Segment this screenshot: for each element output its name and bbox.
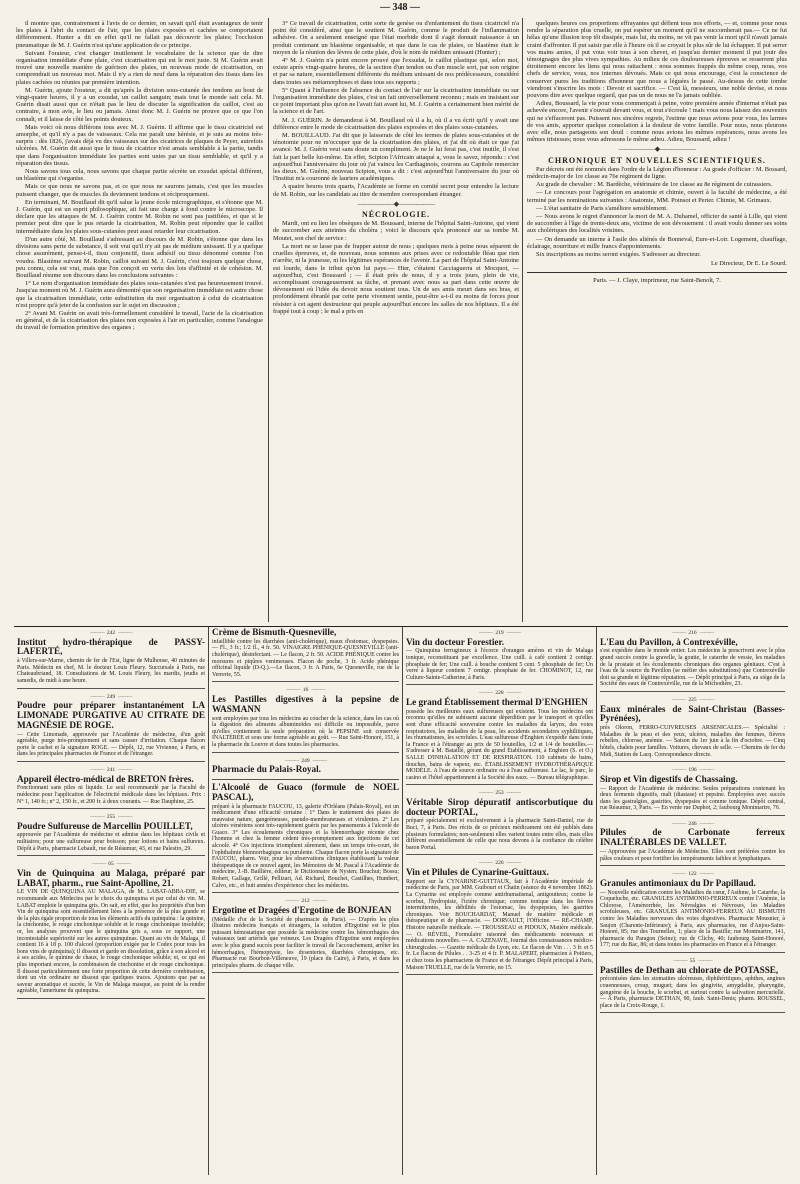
ad-number: ——— 219 ——— (406, 630, 593, 637)
advertisement (600, 955, 785, 1013)
paragraph: 4° M. J. Guérin n'a point encore prouvé que l'exsudat, le caillot plastique qui, selon moi, existe après vingt-quatre heures, de la section d'un tendon ou d'un muscle sort, par son origine et par sa nature, essentiellement différente du médium unissant de nos prédécesseurs, considéré dans toutes ses métamorphoses et dans tous ses rapports ; (273, 57, 519, 86)
advertisement (17, 858, 205, 999)
ad-column-3 (402, 627, 596, 1175)
paragraph: Six inscriptions au moins seront exigées. S'adresser au directeur. (536, 251, 701, 259)
ad-number: ——— 196 ——— (600, 767, 785, 774)
ad-number: ——— 249 ——— (17, 694, 205, 701)
paragraph: M. BOUILLAUD. J'ai dit que je laisserais de côté les termes de plaies sous-cutanées et de ténotomie pour ne m'occuper que de la cicatrisation des plaies, et j'ai dit où était ce que j'ai avancé. M. J. Guérin veut sans doute un compliment. Je ne le lui ferai pas, c'est inutile, il s'est fait la part belle lui-même. En effet, Scipion l'Africain attaqué a, vous le savez, répondu : c'est aujourd'hui l'anniversaire du jour où j'ai vaincu les Carthaginois, courons au Capitole remercier les dieux. M. Guérin, nouveau Scipion, vous a dit : c'est aujourd'hui l'anniversaire du jour où l'Institut m'a couronné de lauriers académiques. (273, 132, 519, 183)
ad-column-1 (14, 627, 208, 1175)
advertisements-section (14, 626, 788, 1178)
advertisement (212, 895, 399, 973)
paragraph: M. J. GUÉRIN. Je demanderai à M. Bouillaud où il a lu, où il a vu écrit qu'il y avait une différence entre le mode de cicatrisation des plaies exposées et des plaies sous-cutanées. (273, 116, 519, 131)
article-column-2 (273, 20, 519, 614)
advertisement (17, 691, 205, 762)
ad-number: ——— 246 ——— (600, 821, 785, 828)
ad-number: ——— 253 ——— (406, 790, 593, 797)
ad-title: Ergotine et Dragées d'Ergotine de BONJEAN (212, 904, 392, 915)
ad-title: Vin de Quinquina au Malaga, préparé par LABAT, pharm., rue Saint-Apolline, 21. (17, 867, 205, 888)
paragraph: Mais voici où nous différons tous avec M. J. Guérin. Il affirme que le tissu cicatriciel est amorphe, et qu'il n'y a pas de vaisseaux. Cela me paraît une hérésie, et je suis au moins très-surpris : dès 1826, j'avais déjà vu des vaisseaux sur des cicatrices de plaques de Peyer, autrefois ulcérées. M. Guérin dit aussi que le tissu de cicatrice n'est amais semblable à la partie, tandis que dans l'organisation immédiate les parties sont unies par un tissu semblable, et qu'il y a réparation des tissus. (16, 123, 263, 167)
ad-number: ——— 212 ——— (212, 898, 399, 905)
column-divider (522, 18, 523, 622)
ad-title: Pharmacie du Palais-Royal. (212, 764, 321, 775)
ad-title: Le grand Établissement thermal D'ENGHIEN (406, 696, 588, 707)
paragraph: Nous savons tous cela, nous savons que chaque partie sécrète un exsudat spécial différent, un blastème qui s'organise. (16, 168, 263, 183)
ornament-divider: ——————◆—————— (618, 145, 696, 154)
paragraph: — On demande un interne à l'asile des aliénés de Bonneval, Eure-et-Loir. Logement, chauffage, éclairage, nourriture et mille francs d'appointements. (527, 235, 787, 250)
ad-title: Pilules de Carbonate ferreux INALTÉRABLES DE VALLET. (600, 827, 785, 848)
ad-title: Poudre Sulfureuse de Marcellin POUILLET, (17, 820, 193, 831)
advertisement (212, 627, 399, 682)
paragraph: — L'état sanitaire de Paris s'améliore sensiblement. (536, 204, 668, 212)
ad-title: Véritable Sirop dépuratif antiscorbutique du docteur PORTAL, (406, 796, 593, 817)
paragraph: M. Guérin, ajoute l'orateur, a dit qu'après la division sous-cutanée des tendons au bout de vingt-quatre heures, il y a un exsudat, un caillot sanguin; mais tout le monde sait cela. M. Guérin disait aussi que ce n'était pas le lieu de discuter la signification du caillot, c'est au contraire, à mon avis, le lieu ou jamais. Ainsi donc M. J. Guérin ne prouve que ce que l'on connaît, et il laisse de côté les points douteux. (16, 86, 263, 123)
column-divider (268, 18, 269, 622)
advertisement (212, 755, 399, 780)
ad-body: — Approuvées par l'Académie de Médecine. Elles sont préférées contre les pâles couleurs et pour fortifier les tempéraments faibles et lymphatiques. (600, 849, 785, 862)
advertisement (600, 627, 785, 692)
paragraph: La mort ne se lasse pas de frapper autour de nous ; quelques mois à peine nous séparent de cruelles épreuves, et, de nouveau, nous sommes aux prises avec ce redoutable fléau que rien n'arrête, ni la jeunesse, ni les légitimes espérances de l'avenir. La part de l'hôpital Saint-Antoine est lourde, dans le tribut qu'on lui paye.— Hier, c'étaient Cacciaguerra et Mocquot, — aujourd'hui, c'est Boussard ; — il était près de nous, il y a trois jours, plein de vie, accomplissant courageusement sa tâche, et prenant avec nous sa part dans cette œuvre de dévouement où l'idée du devoir nous soutient tous. Un de ses amis meurt dans ses bras, et profondément ébranlé par cette perte vivement sentie, peut-être a-t-il eu moins de forces pour résister à cet agent destructeur qui peuple aujourd'hui encore les salles de nos hôpitaux. Il a été frappé tout à coup ; le mal a pris en (273, 242, 519, 315)
paragraph: Mardi, ont eu lieu les obsèques de M. Boussard, interne de l'hôpital Saint-Antoine, qui vient de succomber aux atteintes du choléra ; voici le discours qu'a prononcé sur sa tombe M. Moutet, son chef de service : (273, 220, 519, 242)
advertisement (600, 694, 785, 762)
advertisement (17, 627, 205, 689)
ad-body: Rapport sur la CYNARINE-GUITTAUX, fait à l'Académie impériale de médecine de Paris, par MM. Guibourt et Chatin (séance du 4 novembre 1862). La Cynarine est employée comme antirhumatismal, antigoutteux; contre le scorbut, l'hydropisie, l'ictère chronique; comme tonique dans les fièvres intermittentes, les débilités de l'estomac, les dyspepsies, les gastrites chroniques. Voir BOUCHARDAT, Manuel de matière médicale et thérapeutique et de pharmacie. — DORVAULT, l'Officine. — RÉ-CHAMP, Histoire naturelle médicale. — TROUSSEAU et PIDOUX, Matière médicale. — O. RÉVEIL, Formulaire raisonné des médicaments nouveaux et médications nouvelles. — A. CAZENAVE, Journal des connaissances médico-chirurgicales. — Gazette médicale de Lyon, etc. Le flacon de Vin . . . 3 fr. et 5 fr. Le flacon de Pilules . . 3-25 et 4 fr. P. MALAPERT, pharmacien à Poitiers, et chez tous les pharmaciens de France et de l'étranger. Dépôt principal à Paris, Maison TRUELLE, rue de la Verrerie, no 15. (406, 878, 593, 971)
advertisement (406, 857, 593, 975)
ad-title: Les Pastilles digestives à la pepsine de WASMANN (212, 693, 399, 714)
advertisement (212, 684, 399, 752)
ad-number: ——— 228 ——— (406, 690, 593, 697)
advertisement (17, 764, 205, 809)
paragraph: 2° Avant M. Guérin on avait très-formellement considéré le travail, l'acte de la cicatrisation en général, et de la cicatrisation des plaies non exposées à l'air en particulier, comme l'analogue du travail de formation primitive des organes ; (16, 309, 263, 332)
ad-body: — Quinquina ferrugineux à l'écorce d'oranges amères et vin de Malaga tonique, reconstituant par excellence. Une cuill. à café contient 2 centigr. phosphate de fer; Une cuill. à bouche contient 5 cent. 5 phosphate de fer; Un verre à liqueur contient 7 centigr. phosphate de fer. CHOMINOT, 12, rue Culture-Sainte-Catherine, à Paris. (406, 648, 593, 681)
divider (527, 272, 787, 273)
ad-body: sont employées par tous les médecins au coucher de la science, dans les cas où la digestion des aliments albuminoïdes est difficile ou impossible, parce qu'elles contiennent la seule préparation où la PEPSINE soit conservée INALTÉRÉE et sous une forme agréable au goût. — Rue Saint-Honoré, 151, à la pharmacie du Louvre et dans toutes les pharmacies. (212, 715, 399, 748)
ad-body: prés Oloron, FERRO-CUIVREUSES ARSENICALES.— Spécialité : Maladies de la peau et des yeux, ulcères, maladies des femmes, fièvres rebelles, chlorose, anémie. — Saison du 1er juin à la fin d'octobre. — Cinq hôtels, chalets pour familles. Voitures, chevaux de selle. — Chemins de fer du Midi, Station de Lacq. Correspondance directe. (600, 725, 785, 758)
ad-body: (Médaille d'or de la Société de pharmacie de Paris). — D'après les plus illustres médecins français et étrangers, la solution d'Ergotine est le plus puissant hémostatique que possède la médecine contre les hémorrhagies des vaisseaux tant artériels que veineux. Les Dragées d'Ergotine sont employées avec le plus grand succès pour faciliter le travail de l'accouchement, arrêter les hémorrhagies, l'hémoptysie, les dysenteries, diarrhées chroniques, etc. Pharmacie rue Bourbon-Villeneuve, 19 (place du Caire), à Paris, et dans les principales pharm. de chaque ville. (212, 916, 399, 969)
ad-title: Poudre pour préparer instantanément LA LIMONADE PURGATIVE AU CITRATE DE MAGNÉSIE DE ROGE. (17, 700, 205, 730)
paragraph: quelques heures ces proportions effrayantes qui défient tous nos efforts, — et, comme pour nous rendre la séparation plus cruelle, on put espérer un moment qu'il ne succomberait pas.— Ce ne fut hélas qu'une illusion trop tôt dissipée, mais lui, du moins, ne vit pas venir la mort qu'il n'avait jamais craint d'affronter. Il put saisir par elle à l'heure où il se croyait le plus sûr de lui échapper. Il put serrer vos mains amies, il put vous voir tous à son chevet, et jusqu'au dernier moment il put jouir des témoignages des plus vives sympathies. Au milieu de ces douloureuses épreuves se resserrent plus étroitement encore les liens qui nous rattachent : nous sommes frappés du même coup, nous, vos chefs de service, vous, nos internes dévoués. Mais ce qui nous encourage, c'est la conscience de conserver pures les traditions d'honneur que nous a léguées le passé. Au-dessus de cette tombe viendront s'inscrire les mots : Devoir et sacrifice. — C'est là, messieurs, une noble devise, et nous pouvons dire avec quelque orgueil, que pas un de nous ne l'a jamais oubliée. (527, 20, 787, 100)
ad-number: ——— 241 ——— (17, 767, 205, 774)
ad-body: possède les meilleures eaux sulfureuses qui existent. Tous les médecins ont reconnu qu'elles ne subissent aucune déperdition par le transport et qu'elles sont d'une efficacité souveraine contre les maladies du larynx, des voies respiratoires, les maladies de la peau, les accidents secondaires syphilitiques, les rhumatismes, les scrofules. L'eau sulfureuse d'Enghien s'expédie dans toute la France et à l'étranger au prix de 50 bouteilles, 1/2 et 1/4 de bouteilles.— S'adresser à M. Bataillé, gérant du grand Établissement, à Enghien (S. et O.) SALLE D'INHALATION ET DE RESPIRATION. 110 cabinets de bains, douches, bains de vapeur, etc. ÉTABLISSEMENT HYDROTHÉRAPIQUE MODÈLE. A l'eau de source ordinaire ou à l'eau sulfureuse. Le lac, le parc, le casino et l'hôtel appartiennent à la Société des eaux. — Bureau télégraphique. (406, 708, 593, 781)
printer-imprint: Paris. — J. Claye, imprimeur, rue Saint-Benoît, 7. (593, 276, 721, 284)
ad-number: ——— 226 ——— (406, 860, 593, 867)
ad-body: LE VIN DE QUINQUINA AU MALAGA, de M. LABAT-ABBA-DIE, se recommande aux Médecins par le choix du quinquina et par celui du vin. M. LABAT emploie le quinquina gris. On sait, en effet, que les propriétés d'un bon Vin de quinquina sont essentiellement liées à la présence de la plus grande et de la plus égale proportion de tous les éléments actifs du quinquina : la quinine, la cinchonine, le rouge cinchonique soluble et le rouge cinchonique insoluble; or, les analyses prouvent que le quinquina gris a, sous ce rapport, une incontestable supériorité sur les autres quinquinas. Quant au vin de Malaga, il contient 16 à 18 p. 100 d'alcool (proportion exigée par le Codex pour tous les bons vins de quinquina); il dissout et garde en dissolution, grâce à son alcool et à ses acides, le quinine de chaux, le rouge cinchonique soluble; et, ce qui est plus important encore, la combinaison de cinchonine et de rouge cinchonique. Il dissout particulièrement une forte proportion de cette dernière combinaison, dont un vin ordinaire ne dissout que quelques traces. Ajoutons que par sa saveur aromatique et sucrée, le Vin de Malaga masque, au point de la rendre agréable, l'amertume du quinquina. (17, 889, 205, 995)
paragraph: Par décrets ont été nommés dans l'ordre de la Légion d'honneur : Au grade d'officier : M. Bossard, médecin-major de 1re classe au 76e régiment de ligne. (527, 165, 787, 181)
paragraph: il montre que, contrairement à l'avis de ce dernier, on savait qu'il était avantageux de tenir les plaies à l'abri du contact de l'air, que les plaies exposées et cachées se comportaient différemment. Hunter a dit en effet qu'il ne fallait pas découvrir les plaies; l'occlusion pneumatique de M. J. Guérin n'est qu'une application de ce principe. (16, 20, 263, 49)
ad-body: — Nouvelle médication contre les Maladies du cœur, l'Asthme, le Catarrhe, la Coqueluche, etc. GRANULES ANTIMONIO-FERREUX contre l'Anémie, la Chlorose, l'Aménorrhée, les Névralgies et Névroses, les Maladies scrofuleuses, etc. GRANULES ANTIMONIO-FERREUX AU BISMUTH contre les Maladies nerveuses des voies digestives. Pharmacie Mousnier, à Saujon (Charente-Inférieure); à Paris, aux pharmacies, rue d'Anjou-Saint-Honoré, 85; rue des Tournelles, 1; place de la Bastille; rue Montmartre, 141, pharmacie du Paragon (Seine); rue de Clichy, 40; faubourg Saint-Honoré, 177; rue du Bac, 86; et dans toutes les pharmacies en France et à l'étranger. (600, 889, 785, 949)
ad-title: Eaux minérales de Saint-Christau (Basses-Pyrénées), (600, 703, 785, 724)
article-column-3 (527, 20, 787, 614)
ad-column-2 (208, 627, 402, 1175)
advertisement (17, 811, 205, 856)
necrology-heading: NÉCROLOGIE. (361, 210, 431, 220)
ad-title: Vin du docteur Forestier. (406, 636, 504, 647)
ad-column-4 (596, 627, 788, 1175)
ad-body: — Cette Limonade, approuvée par l'Académie de médecine, d'un goût agréable, purge très-promptement et sans causer d'irritation. Chaque flacon porte le cachet et la signature ROGE. — Dépôt, 12, rue Vivienne, à Paris, et dans les principales pharmacies de France et de l'étranger. (17, 731, 205, 758)
ad-number: ——— 249 ——— (212, 758, 399, 765)
paragraph: Au grade de chevalier : M. Bardèche, vétérinaire de 1re classe au 8e régiment de cuirassiers. (536, 181, 773, 189)
ad-title: Sirop et Vin digestifs de Chassaing. (600, 773, 738, 784)
ad-title: Appareil électro-médical de BRETON frères. (17, 773, 194, 784)
ad-body: Fonctionnant sans piles ni liquide. Le seul recommandé par la Faculté de médecine pour l'application de l'électricité médicale dans les hôpitaux. Prix : N° 1, 140 fr.; n° 2, 150 fr., et 200 fr. à deux courants. — Rue Dauphine, 25. (17, 785, 205, 805)
ad-title: L'Alcoolé de Guaco (formule de NOEL PASCAL), (212, 781, 399, 802)
ad-title: Pastilles de Dethan au chlorate de POTASSE, (600, 964, 779, 975)
ad-number: ——— 255 ——— (17, 814, 205, 821)
page-number: — 348 — (380, 2, 420, 13)
ad-number: ——— 122 ——— (600, 871, 785, 878)
ad-title: Crème de Bismuth-Quesneville, (212, 627, 337, 637)
ad-body: préconisées dans les stomatites ulcéreuses, diphthéritiques, aphthes, angines couenneuses, croup, muguet; dans les gingivite, amygdalite, pharyngite, gangrène de la bouche, le scorbut, et surtout contre la salivation mercurielle. — A Paris, pharmacie DETHAN, 90, faub. Saint-Denis; pharm. ROUSSEL, place de la Croix-Rouge, 1. (600, 976, 785, 1009)
ad-title: L'Eau du Pavillon, à Contrexéville, (600, 636, 738, 647)
ad-body: approuvée par l'Académie de médecine et admise dans les hôpitaux civils et militaires; pour une sulfureuse pour boisson; pour lotions et bains sulfureux. Dépôt à Paris, pharmacie Lebault, rue de Réaumur, 43, et rue Palestro, 29. (17, 832, 205, 852)
paragraph: En terminant, M. Bouillaud dit qu'il salue la jeune école micrographique, et s'étonne que M. J. Guérin, qui est un esprit philosophique, ait fait une charge à fond contre le microscope. Il déclare que les attaques de M. J. Guérin contre M. Robin ne sont pas justifiées, et que si le premier peut dire que le pus retarde la cicatrisation, M. Robin peut répondre que le caillot intermédiaire dans les plaies sous-cutanées peut aussi retarder leur cicatrisation. (16, 198, 263, 235)
paragraph: 5° Quant à l'influence de l'absence du contact de l'air sur la cicatrisation immédiate ou sur l'organisation immédiate des plaies, c'est un fait universellement reconnu ; mais en insistant sur ce point important plus qu'on ne l'avait fait avant lui, M. J. Guérin a certainement bien mérité de la science et de l'art. (273, 86, 519, 116)
ad-title: Vin et Pilules de Cynarine-Guittaux. (406, 867, 549, 878)
ad-title: Institut hydro-thérapique de PASSY-LAFERTÉ, (17, 636, 205, 657)
advertisement (212, 782, 399, 893)
paragraph: Adieu, Boussard, la vie pour vous commençait à peine, votre première année d'internat n'était pas achevée encore, l'avenir s'ouvrait devant vous, et tout s'écroule ! mais vous nous laissez des souvenirs qui ne s'effaceront pas. Puissent nos sincères regrets, l'estime que nous avions pour vous, les larmes de vos amis, apporter quelque consolation à la douleur de votre famille. Pour nous, nous pleurons avec elle, nous partageons son deuil : comme nous avions les mêmes espérances, nous avons les mêmes tristesses; nous vous adressons le même adieu. Adieu, Boussard, adieu ! (527, 100, 787, 144)
ad-number: ——— 242 ——— (17, 630, 205, 637)
paragraph: — Nous avons le regret d'annoncer la mort de M. A. Duhamel, officier de santé à Lille, qui vient de succomber à l'âge de trente-deux ans, victime de son dévouement : il avait voulu donner ses soins aux cholériques des localités voisines. (527, 213, 787, 235)
chronique-heading: CHRONIQUE ET NOUVELLES SCIENTIFIQUES. (548, 155, 766, 165)
ad-body: infaillible contre les diarrhées (anti-cholérique), maux d'estomac, dyspepsies. — Fl., 3 fr.; 1/2 fl., 4 fr. 50. VINAIGRE PHÉNIQUE-QUESNEVILLE (anti-cholérique), désinfectant. — Le flacon, 2 fr. 50. ACIDE PHÉNIQUE contre les morsures et piqûres venimeuses. Flacon de poche, 3 fr. Acide phénique officinal liquide (D-Q.).—Le flacon, 3 fr. A Paris, 6e Quesneville, rue de la Verrerie, 55. (212, 638, 399, 678)
article-column-1 (16, 20, 263, 614)
ad-body: à Villers-sur-Marne, chemin de fer de l'Est, ligne de Mulhouse, 40 minutes de Paris. Médecin en chef, M. le docteur Louis Fleury. Succursale à Paris, rue Chateaubriand, 18. Consultations de M. Louis Fleury, les mardis, jeudis et samedis, de midi à une heure. (17, 658, 205, 684)
paragraph: Mais ce que nous ne savons pas, et ce que nous ne saurons jamais, c'est que les muscles puissent changer, que de muscles ils deviennent tendons et réciproquement. (16, 183, 263, 198)
ad-body: préparé à la pharmacie FAUCOU, 13, galerie d'Orléans (Palais-Royal), est un médicament d'une efficacité certaine : 1° Dans le traitement des plaies de mauvaise nature, gangréneuses, pseudo-membraneuses et virulentes. 2° Les ulcères vénériens sont très-rapidement guéris par les pansements à l'alcoolé de Guaco. 3° Les écoulements chroniques et la blennorrhagie récente chez l'homme et chez la femme cèdent très-promptement aux injections de cet alcoolé. 4° Ces injections triomphent sûrement, dans un temps très-court, de l'ophthalmie blennorrhagique ou purulente. Chaque flacon porte la signature de FAUCOU, pharm. Voir, pour les observations cliniques établissant la valeur thérapeutique de ce nouvel agent, les Mémoires de M. Pascal à l'Académie de médecine, J.-B. Baillière, éditeur; le Dictionnaire de Nysten; Bouchut; Bossu; Robert, Gallage, Grillé, Pellizari, Ad. Richard, Bouchet, Castilhes, Humbert, Calvo, etc., et huit années d'expérience chez les médecins. (212, 803, 399, 889)
paragraph: A quatre heures trois quarts, l'Académie se forme en comité secret pour entendre la lecture de M. Robin, sur les candidats au titre de membre correspondant étranger. (273, 183, 519, 198)
advertisement (600, 818, 785, 866)
advertisement (406, 627, 593, 685)
ornament-divider: ——————◆—————— (357, 199, 435, 208)
advertisement (406, 687, 593, 785)
ad-number: ——— 16 ——— (212, 687, 399, 694)
ad-number: ——— 65 ——— (17, 861, 205, 868)
ad-number: ——— 216 ——— (600, 630, 785, 637)
ad-body: s'est expédiée dans le monde entier. Les médecins la prescrivent avec le plus grand succès contre la gravelle, la goutte, le catarrhe de vessie, les maladies de la prostate et les écoulements chroniques des organes génitaux. C'est à l'eau de la source du Pavillon (se méfier des substitutions) que Contrexéville doit sa grande et légitime réputation. — Dépôt principal à Paris, au siège de la Société des eaux de Contrexéville, rue de la Michodière, 23. (600, 648, 785, 688)
paragraph: 3° Ce travail de cicatrisation, cette sorte de genèse ou d'enfantement du tissu cicatriciel n'a point été considéré, ainsi que le soutient M. Guérin, comme le produit de l'inflammation adhésive. On a seulement enseigné que l'état morbide dont il s'agit donnait naissance à un produit contenant un blastème organisable, et que dans le cas de plaies, ce blastème était le moyen de la réunion des lèvres de cette plaie, d'où le nom de médium unissant (Hunter) ; (273, 20, 519, 56)
paragraph: D'un autre côté, M. Bouillaud s'adressant au discours de M. Robin, s'étonne que dans les divisions sans perte de substance, il soit vrai qu'il n'y ait pas de médium unissant. Il y a quelque chose assurément, pense-t-il, tissu conjonctif, tissu adhésif ou tissu dénommé comme l'on voudra. Blastème suivant M. Robin, caillot suivant M. J. Guérin, c'est toujours quelque chose, peu connu, cela est vrai, mais que l'on conçoit en vertu des lois d'affinité et de cohésion. M. Bouillaud résume son discours dans les conclusions suivantes : (16, 235, 263, 279)
ad-body: préparé spécialement et exclusivement à la pharmacie Saint-Daniel, rue de Buci, 7, à Paris. Des récits de ce précieux médicament ont été publiés dans plusieurs formulaires; non-seulement elles varient toutes entre elles, mais elles diffèrent essentiellement de celle que nous devons à la confiance du célèbre baron Portal. (406, 818, 593, 851)
paragraph: Suivant l'orateur, c'est changer inutilement le vocabulaire de la science que de dire organisation immédiate d'une plaie, c'est cicatrisation qui est le mot juste. Si M. Guérin avait trouvé une nouvelle manière de guérison des plaies, un nouveau mode de cicatrisation, on comprendrait un nouveau mot. Mais il n'y a rien de neuf dans la réparation des tissus dans les plaies cachées ou réunies par première intention. (16, 49, 263, 86)
director-signature: Le Directeur, Dr E. Le Sourd. (710, 260, 787, 268)
advertisement (600, 868, 785, 953)
ad-number: ——— 55 ——— (600, 958, 785, 965)
ad-number: ——— 225 ——— (600, 697, 785, 704)
ad-body: — Rapport de l'Académie de médecine. Seules préparations contenant les deux ferments digestifs, malt (diastase) et pepsine. Employées avec succès dans les gastralgies, gastrites, dyspepsies et comme tonique. Dépôt central, rue Réaumur, 3, Paris. — En vente rue Duphot, 2; faubourg Montmartre, 76. (600, 785, 785, 812)
advertisement (600, 764, 785, 816)
ad-title: Granules antimoniaux du Dr Papillaud. (600, 877, 756, 888)
paragraph: 1° Le nom d'organisation immédiate des plaies sous-cutanées n'est pas heureusement trouvé. Jusqu'au moment où M. J. Guérin aura démontré que son organisation immédiate est autre chose que la cicatrisation immédiate, cette substitution du mot organisation à celui de cicatrisation n'est propre qu'à jeter de la confusion sur le sujet en discussion ; (16, 280, 263, 309)
advertisement (406, 787, 593, 855)
paragraph: — Le concours pour l'agrégation en anatomie et chimie, ouvert à la faculté de médecine, a été terminé par les nominations suivantes : Anatomie, MM. Poinsot et Perier. Chimie, M. Grimaux. (527, 189, 787, 204)
